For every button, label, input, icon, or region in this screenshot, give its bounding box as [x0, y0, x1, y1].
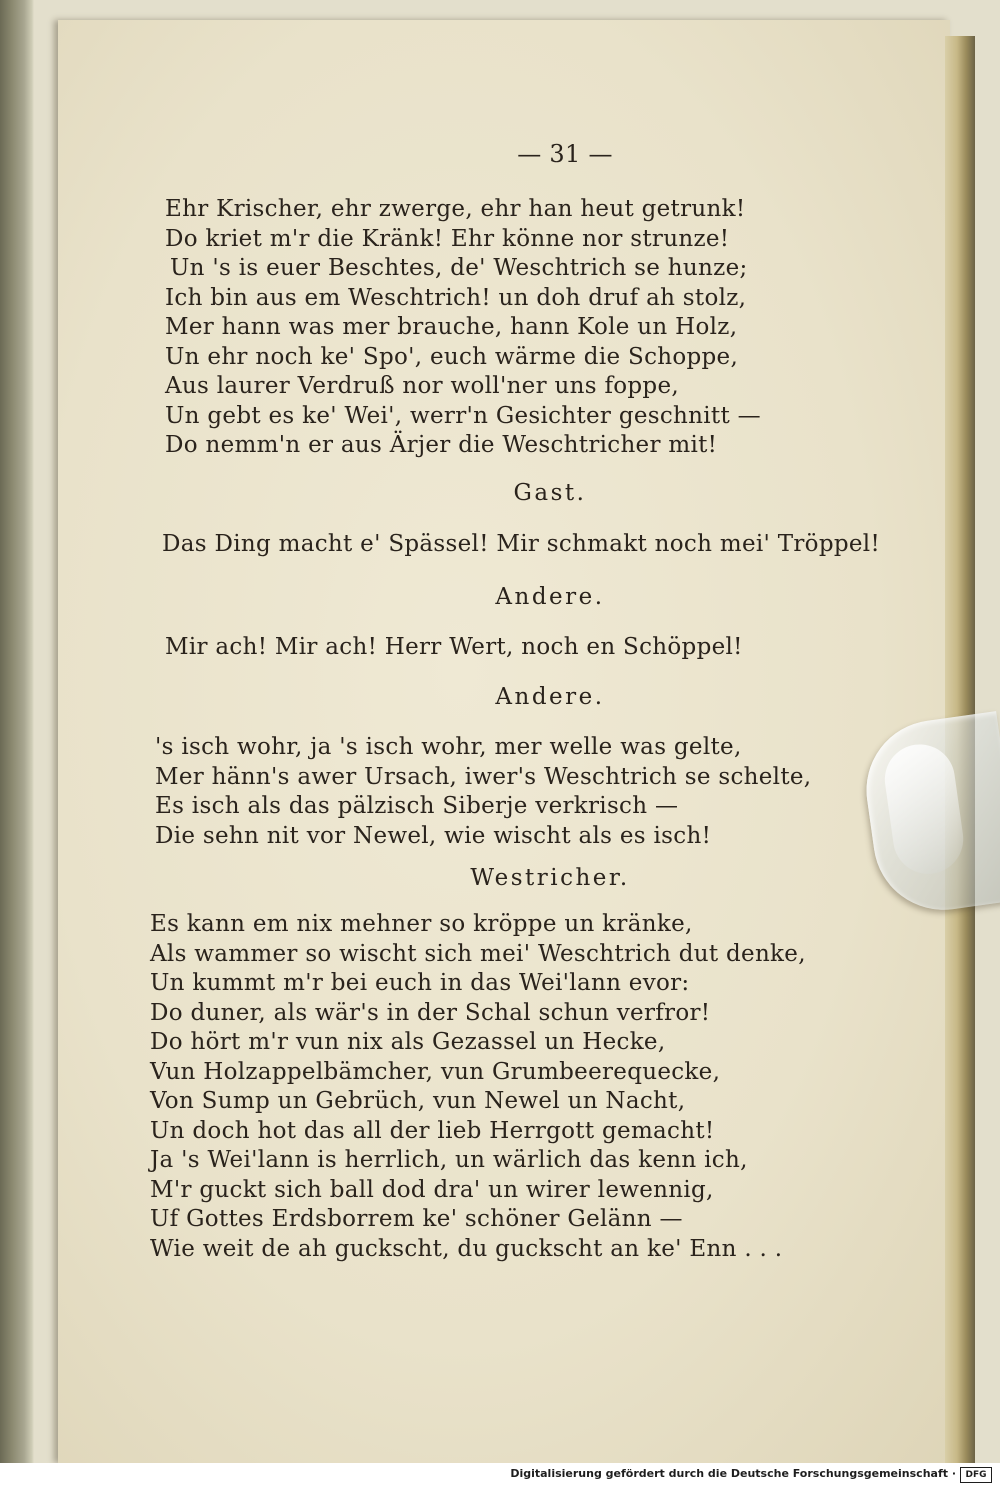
verse-line: Es isch als das pälzisch Siberje verkrisch — [155, 793, 679, 819]
verse-line: Do duner, als wär's in der Schal schun verfror! [150, 999, 711, 1026]
verse-line: Uf Gottes Erdsborrem ke' schöner Gelänn — [150, 1206, 683, 1232]
verse-line: Ja 's Wei'lann is herrlich, un wärlich das kenn ich, [150, 1147, 748, 1173]
verse-line: 's isch wohr, ja 's isch wohr, mer welle was gelte, [155, 734, 742, 760]
footer-credit: Digitalisierung gefördert durch die Deutsche Forschungsgemeinschaft · [510, 1467, 956, 1480]
stanza-1 [150, 195, 770, 461]
verse-line: Mer hänn's awer Ursach, iwer's Weschtrich se schelte, [155, 763, 812, 790]
speaker-andere-1: Andere. [495, 584, 605, 610]
speaker-gast: Gast. [513, 480, 587, 506]
glass-clip-highlight [880, 740, 967, 878]
andere-1-speech [150, 633, 770, 663]
speaker-westricher: Westricher. [470, 865, 630, 891]
verse-line: Mer hann was mer brauche, hann Kole un Holz, [165, 314, 738, 340]
gast-speech [150, 530, 880, 560]
verse-line: Wie weit de ah guckscht, du guckscht an ke' Enn . . . [150, 1235, 783, 1262]
verse-line: Von Sump un Gebrüch, vun Newel un Nacht, [150, 1088, 686, 1114]
verse-line: Vun Holzappelbämcher, vun Grumbeerequecke, [150, 1058, 721, 1085]
verse-line: Ich bin aus em Weschtrich! un doh druf ah stolz, [165, 284, 747, 311]
footer-bar [0, 1463, 1000, 1485]
verse-line: Do kriet m'r die Kränk! Ehr könne nor strunze! [165, 225, 730, 252]
page-number: — 31 — [517, 140, 613, 168]
verse-line: Aus laurer Verdruß nor woll'ner uns foppe, [165, 373, 679, 399]
verse-line: Un gebt es ke' Wei', werr'n Gesichter geschnitt — [165, 402, 761, 429]
verse-line: Do hört m'r vun nix als Gezassel un Hecke, [150, 1029, 666, 1055]
verse-line: Un 's is euer Beschtes, de' Weschtrich se hunze; [170, 255, 748, 281]
verse-line: Un kummt m'r bei euch in das Wei'lann evor: [150, 970, 690, 996]
speaker-andere-2: Andere. [495, 684, 605, 710]
verse-line: Als wammer so wischt sich mei' Weschtrich dut denke, [150, 940, 806, 967]
dfg-logo: DFG [960, 1467, 992, 1483]
verse-line: Un ehr noch ke' Spo', euch wärme die Schoppe, [165, 343, 739, 370]
verse-line: Un doch hot das all der lieb Herrgott gemacht! [150, 1117, 715, 1144]
verse-line: Ehr Krischer, ehr zwerge, ehr han heut getrunk! [165, 196, 746, 222]
stanza-3 [150, 910, 806, 1264]
verse-line: Do nemm'n er aus Ärjer die Weschtricher mit! [165, 432, 718, 458]
verse-line: Die sehn nit vor Newel, wie wischt als es isch! [155, 822, 712, 849]
verse-line: Das Ding macht e' Spässel! Mir schmakt noch mei' Tröppel! [162, 531, 880, 557]
stanza-2 [150, 733, 812, 851]
verse-line: M'r guckt sich ball dod dra' un wirer lewennig, [150, 1176, 714, 1203]
verse-line: Es kann em nix mehner so kröppe un kränke, [150, 911, 693, 937]
verse-line: Mir ach! Mir ach! Herr Wert, noch en Schöppel! [165, 634, 743, 660]
